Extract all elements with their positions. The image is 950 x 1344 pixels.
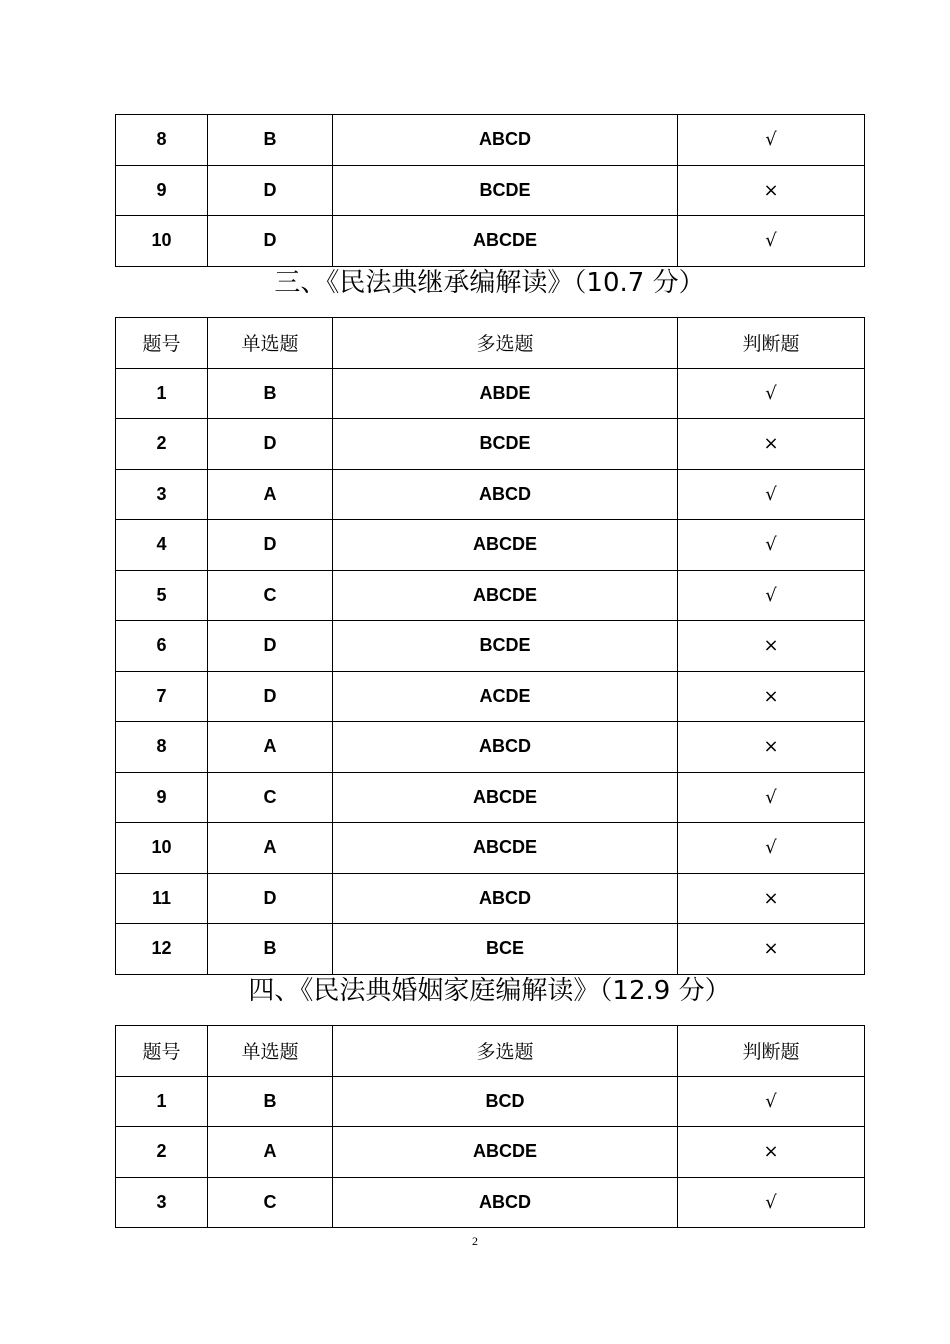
single-choice-cell: D [208, 621, 333, 672]
multiple-choice-cell: BCDE [333, 621, 678, 672]
single-choice-cell: D [208, 873, 333, 924]
single-choice-cell: C [208, 1177, 333, 1228]
true-false-cell: √ [678, 570, 865, 621]
single-choice-cell: C [208, 772, 333, 823]
single-choice-cell: A [208, 469, 333, 520]
multiple-choice-cell: ABCDE [333, 772, 678, 823]
table-row [116, 469, 865, 520]
true-false-cell: √ [678, 772, 865, 823]
true-false-cell: × [678, 722, 865, 773]
multiple-choice-cell: ABCDE [333, 823, 678, 874]
table-row [116, 115, 865, 166]
table-row [116, 368, 865, 419]
true-false-cell: √ [678, 1177, 865, 1228]
question-number-cell: 8 [116, 722, 208, 773]
single-choice-cell: D [208, 216, 333, 267]
table-row [116, 621, 865, 672]
section-title-inheritance: 三、《民法典继承编解读》（10.7 分） [274, 268, 705, 298]
column-header-single-choice: 单选题 [208, 1026, 333, 1077]
question-number-cell: 12 [116, 924, 208, 975]
multiple-choice-cell: ABCDE [333, 570, 678, 621]
column-header-question-number: 题号 [116, 318, 208, 369]
true-false-cell: √ [678, 823, 865, 874]
answer-table-marriage-family [115, 1025, 865, 1228]
multiple-choice-cell: ABCD [333, 722, 678, 773]
table-row [116, 216, 865, 267]
answer-table-continued [115, 114, 865, 267]
multiple-choice-cell: ABCD [333, 469, 678, 520]
true-false-cell: √ [678, 115, 865, 166]
multiple-choice-cell: ABDE [333, 368, 678, 419]
single-choice-cell: D [208, 419, 333, 470]
question-number-cell: 11 [116, 873, 208, 924]
column-header-multiple-choice: 多选题 [333, 1026, 678, 1077]
true-false-cell: √ [678, 368, 865, 419]
table-row [116, 772, 865, 823]
table-row [116, 520, 865, 571]
single-choice-cell: A [208, 1127, 333, 1178]
single-choice-cell: B [208, 368, 333, 419]
column-header-single-choice: 单选题 [208, 318, 333, 369]
multiple-choice-cell: BCDE [333, 419, 678, 470]
true-false-cell: × [678, 873, 865, 924]
question-number-cell: 5 [116, 570, 208, 621]
multiple-choice-cell: ABCD [333, 873, 678, 924]
column-header-question-number: 题号 [116, 1026, 208, 1077]
single-choice-cell: A [208, 823, 333, 874]
question-number-cell: 3 [116, 469, 208, 520]
section-title-marriage-family: 四、《民法典婚姻家庭编解读》（12.9 分） [248, 976, 731, 1006]
single-choice-cell: B [208, 1076, 333, 1127]
table-row [116, 924, 865, 975]
single-choice-cell: D [208, 165, 333, 216]
question-number-cell: 1 [116, 368, 208, 419]
column-header-multiple-choice: 多选题 [333, 318, 678, 369]
question-number-cell: 7 [116, 671, 208, 722]
multiple-choice-cell: ABCDE [333, 216, 678, 267]
question-number-cell: 2 [116, 419, 208, 470]
table-row [116, 671, 865, 722]
question-number-cell: 2 [116, 1127, 208, 1178]
single-choice-cell: D [208, 671, 333, 722]
true-false-cell: √ [678, 1076, 865, 1127]
column-header-true-false: 判断题 [678, 1026, 865, 1077]
true-false-cell: √ [678, 520, 865, 571]
question-number-cell: 9 [116, 772, 208, 823]
question-number-cell: 1 [116, 1076, 208, 1127]
question-number-cell: 8 [116, 115, 208, 166]
table-row [116, 570, 865, 621]
question-number-cell: 4 [116, 520, 208, 571]
multiple-choice-cell: ACDE [333, 671, 678, 722]
multiple-choice-cell: BCD [333, 1076, 678, 1127]
single-choice-cell: D [208, 520, 333, 571]
true-false-cell: × [678, 419, 865, 470]
table-row [116, 1076, 865, 1127]
question-number-cell: 6 [116, 621, 208, 672]
true-false-cell: × [678, 621, 865, 672]
column-header-true-false: 判断题 [678, 318, 865, 369]
true-false-cell: × [678, 671, 865, 722]
page-number: 2 [472, 1234, 478, 1248]
table-row [116, 722, 865, 773]
question-number-cell: 3 [116, 1177, 208, 1228]
true-false-cell: × [678, 1127, 865, 1178]
single-choice-cell: A [208, 722, 333, 773]
question-number-cell: 10 [116, 216, 208, 267]
multiple-choice-cell: ABCDE [333, 520, 678, 571]
single-choice-cell: B [208, 115, 333, 166]
table-row [116, 165, 865, 216]
multiple-choice-cell: ABCD [333, 1177, 678, 1228]
answer-table-inheritance [115, 317, 865, 975]
true-false-cell: √ [678, 216, 865, 267]
table-row [116, 873, 865, 924]
single-choice-cell: B [208, 924, 333, 975]
table-row [116, 1177, 865, 1228]
table-header-row [116, 318, 865, 369]
question-number-cell: 10 [116, 823, 208, 874]
multiple-choice-cell: ABCD [333, 115, 678, 166]
true-false-cell: × [678, 924, 865, 975]
table-row [116, 1127, 865, 1178]
question-number-cell: 9 [116, 165, 208, 216]
true-false-cell: √ [678, 469, 865, 520]
multiple-choice-cell: BCDE [333, 165, 678, 216]
table-row [116, 419, 865, 470]
multiple-choice-cell: BCE [333, 924, 678, 975]
table-row [116, 823, 865, 874]
multiple-choice-cell: ABCDE [333, 1127, 678, 1178]
true-false-cell: × [678, 165, 865, 216]
single-choice-cell: C [208, 570, 333, 621]
table-header-row [116, 1026, 865, 1077]
